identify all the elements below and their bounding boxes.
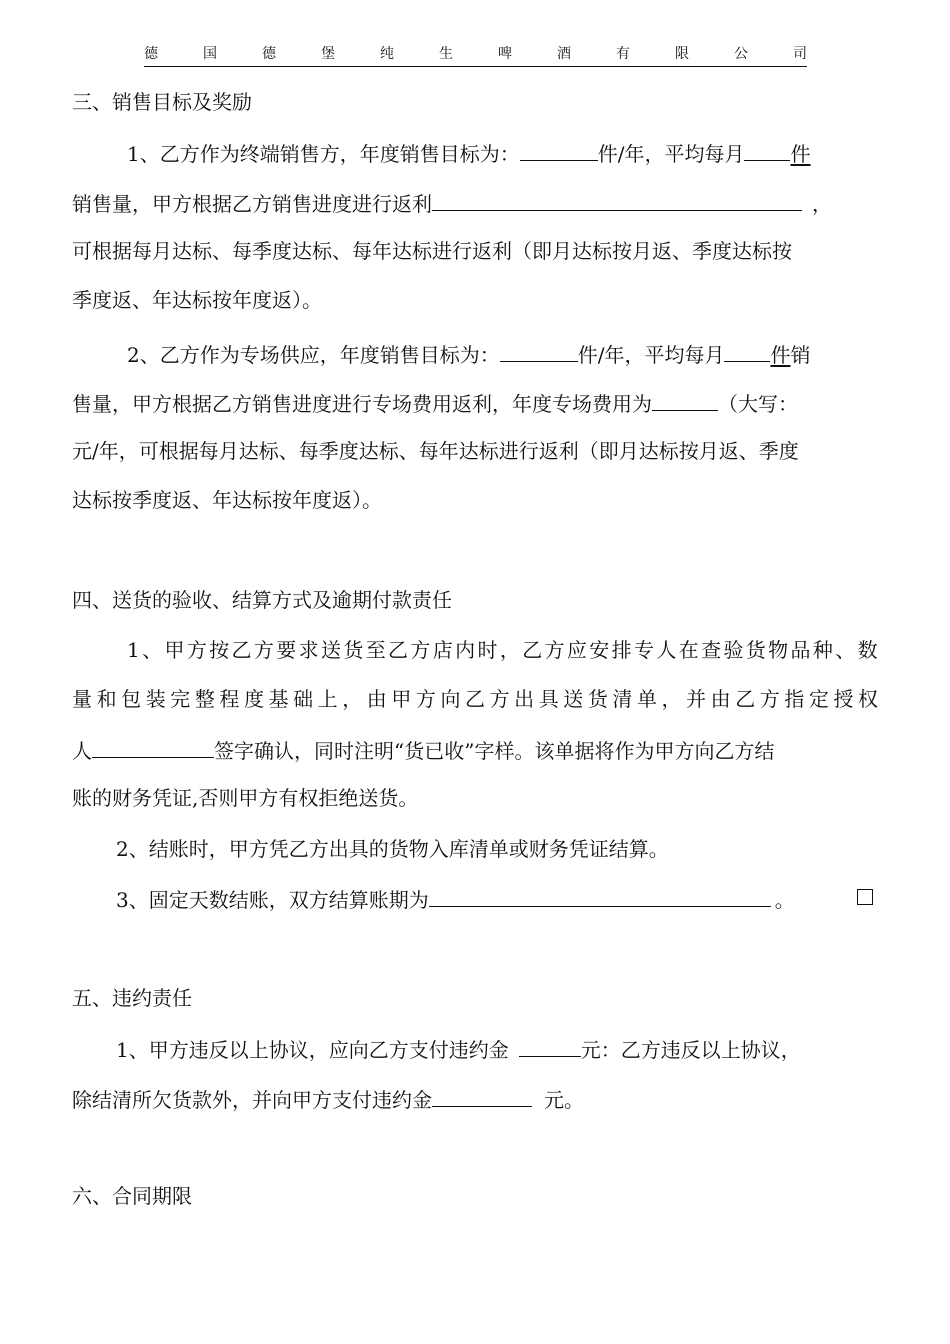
s5-p1-line1: 1、甲方违反以上协议，应向乙方支付违约金 元：乙方违反以上协议，: [116, 1038, 801, 1062]
s3-p2-line1: 2、乙方作为专场供应，年度销售目标为： 件/年，平均每月 件销: [127, 343, 811, 367]
header-char: 公: [734, 46, 748, 62]
header-char: 司: [793, 46, 807, 62]
header-char: 德: [262, 46, 276, 62]
monthly-blank[interactable]: [724, 341, 770, 362]
checkbox[interactable]: [857, 889, 873, 905]
header-char: 国: [203, 46, 217, 62]
s5-p1-line2: 除结清所欠货款外，并向甲方支付违约金 元。: [72, 1088, 584, 1112]
header-char: 德: [144, 46, 158, 62]
authorized-person-blank[interactable]: [92, 737, 214, 758]
header-char: 纯: [380, 46, 394, 62]
section-6-title: 六、合同期限: [72, 1184, 192, 1208]
header-char: 限: [675, 46, 689, 62]
section-5-title: 五、违约责任: [72, 986, 192, 1010]
payment-term-blank[interactable]: [429, 886, 771, 907]
monthly-blank[interactable]: [744, 140, 790, 161]
header-char: 啤: [498, 46, 512, 62]
s3-p2-line2: 售量，甲方根据乙方销售进度进行专场费用返利，年度专场费用为 （大写：: [72, 392, 798, 416]
s4-p1-line2: 量 和 包 装 完 整 程 度 基 础 上 ， 由 甲 方 向 乙 方 出 具 送 货 清 单 ， 并 由 乙 方 指 定 授 权: [72, 687, 878, 711]
penalty-b-blank[interactable]: [432, 1086, 532, 1107]
rebate-blank[interactable]: [432, 190, 802, 211]
section-4-title: 四、送货的验收、结算方式及逾期付款责任: [72, 588, 452, 612]
s4-p3: 3、固定天数结账，双方结算账期为 。: [116, 888, 795, 912]
target-blank[interactable]: [520, 140, 598, 161]
header-char: 堡: [321, 46, 335, 62]
s3-p2-line3: 元/年，可根据每月达标、每季度达标、每年达标进行返利（即月达标按月返、季度: [72, 439, 799, 463]
s4-p1-line4: 账的财务凭证,否则甲方有权拒绝送货。: [72, 786, 419, 810]
s3-p2-line4: 达标按季度返、年达标按年度返）。: [72, 488, 382, 512]
s3-p1-line2: 销售量，甲方根据乙方销售进度进行返利 ，: [72, 192, 832, 216]
s4-p1-line3: 人 签字确认，同时注明“货已收”字样。该单据将作为甲方向乙方结: [72, 739, 775, 763]
s4-p1-line1: 1 、 甲 方 按 乙 方 要 求 送 货 至 乙 方 店 内 时 ， 乙 方 应 安 排 专 人 在 查 验 货 物 品 种 、 数: [127, 638, 878, 662]
s4-p2: 2、结账时，甲方凭乙方出具的货物入库清单或财务凭证结算。: [116, 837, 669, 861]
s3-p1-line1: 1、乙方作为终端销售方，年度销售目标为： 件/年，平均每月 件: [127, 142, 811, 166]
penalty-a-blank[interactable]: [519, 1036, 581, 1057]
header-char: 生: [439, 46, 453, 62]
s3-p1-line4: 季度返、年达标按年度返）。: [72, 288, 322, 312]
fee-blank[interactable]: [652, 390, 718, 411]
header-char: 有: [616, 46, 630, 62]
company-header: [144, 44, 807, 67]
target-blank[interactable]: [500, 341, 578, 362]
s3-p1-line3: 可根据每月达标、每季度达标、每年达标进行返利（即月达标按月返、季度达标按: [72, 239, 792, 263]
header-char: 酒: [557, 46, 571, 62]
section-3-title: 三、销售目标及奖励: [72, 90, 252, 114]
